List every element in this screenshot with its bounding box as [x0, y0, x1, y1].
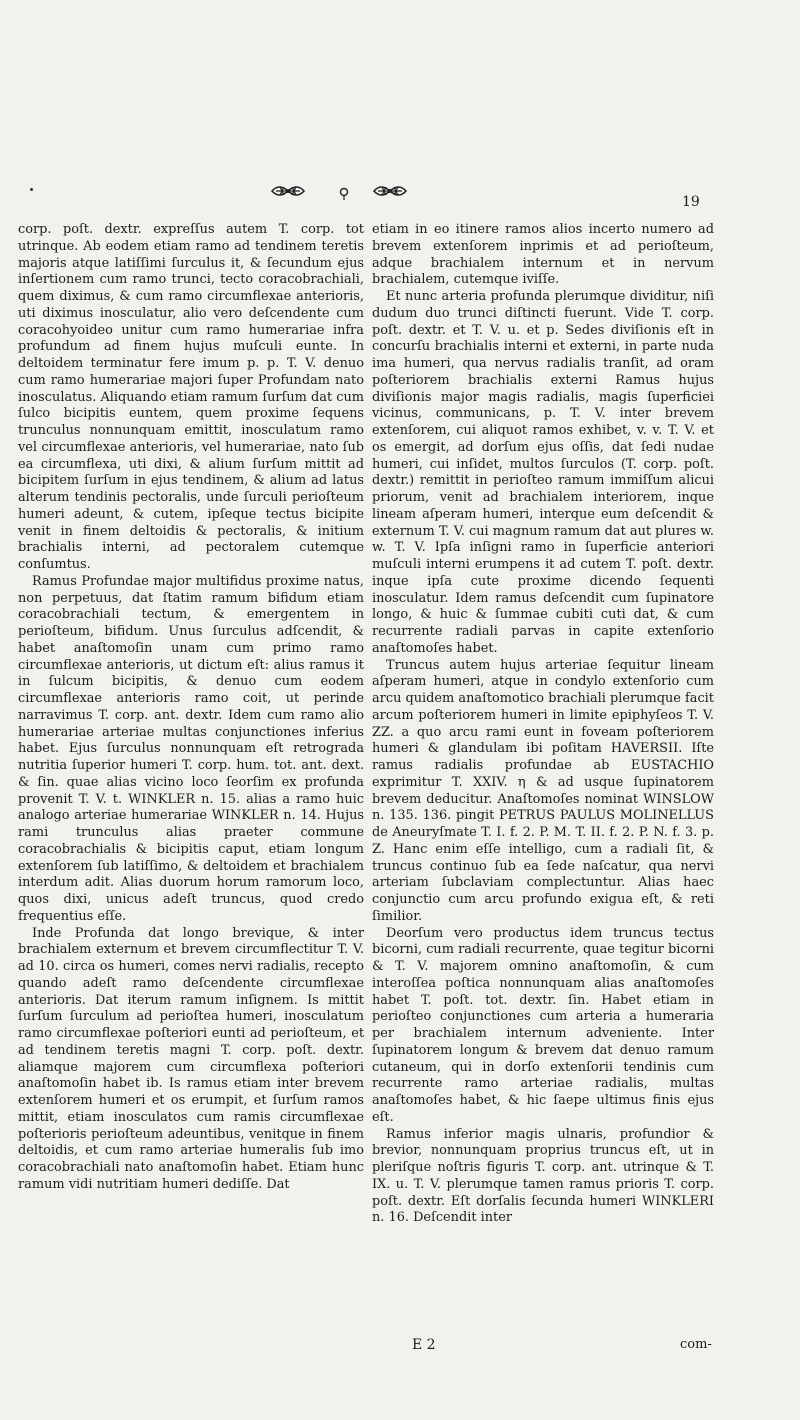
page-header [0, 182, 800, 212]
ornament-center-icon [337, 185, 351, 199]
left-text-column [18, 222, 364, 1194]
paragraph: Et nunc arteria profunda plerumque dividitur, niſi dudum duo trunci diſtincti fuerunt. Vide T. corp. poſt. dextr. et T. V. u. et p. Sedes diviſionis eſt in concurſu brachialis interni et externi, in parte nuda ima humeri, qua nervus radialis tranſit, ad oram poſteriorem brachialis externi Ramus hujus diviſionis major magis radialis, magis ſuperficiei vicinus, communicans, p. T. V. inter brevem extenſorem, cui aliquot ramos exhibet, v. v. T. V. et os emergit, ad dorſum ejus oſſis, dat ſedi nudae humeri, cui inſidet, multos ſurculos (T. corp. poſt. dextr.) remittit in perioſteo ramum immiſſum alicui priorum, venit ad brachialem interiorem, inque lineam aſperam humeri, interque eum deſcendit & externum T. V. cui magnum ramum dat aut plures w. w. T. V. Ipſa inſigni ramo in ſuperficie anteriori muſculi interni erumpens it ad cutem T. poſt. dextr. inque ipſa cute proxime dicendo ſequenti inosculatur. Idem ramus deſcendit cum ſupinatore longo, & huic & ſummae cubiti cuti dat, & cum recurrente radiali parvas in capite extenſorio anaſtomoſes habet. [372, 289, 714, 656]
stray-dot [30, 188, 33, 191]
page-number: 19 [682, 194, 700, 210]
paragraph: corp. poſt. dextr. expreſſus autem T. corp. tot utrinque. Ab eodem etiam ramo ad tendinem teretis majoris atque latiſſimi ſurculus it, & ſecundum ejus inſertionem cum ramo trunci, tecto coracobrachiali, quem diximus, & cum ramo circumflexae anterioris, uti diximus inosculatur, alio vero deſcendente cum coracohyoideo unitur cum ramo humerariae infra profundum ad finem hujus muſculi eunte. In deltoidem terminatur fere imum p. p. T. V. denuo cum ramo humerariae majori ſuper Profundam nato inosculatus. Aliquando etiam ramum ſurſum dat cum ſulco bicipitis euntem, quem proxime ſequens trunculus nonnunquam emittit, inosculatum ramo vel circumflexae anterioris, vel humerariae, nato ſub ea circumflexa, uti dixi, & alium ſurſum mittit ad bicipitem ſurſum in ejus tendinem, & alium ad latus alterum tendinis pectoralis, unde ſurculi perioſteum humeri adeunt, & cutem, ipſeque tectus bicipite venit in finem deltoidis & pectoralis, & initium brachialis interni, ad pectoralem cutemque conſumtus. [18, 222, 364, 572]
fleuron-ornament-icon [270, 182, 306, 200]
paragraph: Inde Profunda dat longo brevique, & inter brachialem externum et brevem circumflectitur T. V. ad 10. circa os humeri, comes nervi radialis, recepto quando adeſt ramo deſcendente circumflexae anterioris. Dat iterum ramum inſignem. Is mittit ſurſum ſurculum ad perioſtea humeri, inosculatum ramo circumflexae poſteriori eunti ad perioſteum, et ad tendinem teretis magni T. corp. poſt. dextr. aliamque majorem cum circumflexa poſteriori anaſtomoſin habet ib. Is ramus etiam inter brevem extenſorem humeri et os erumpit, et ſurſum ramos mittit, etiam inosculatos cum ramis circumflexae poſterioris perioſteum adeuntibus, venitque in finem deltoidis, et cum ramo arteriae humeralis ſub imo coracobrachiali nato anaſtomoſin habet. Etiam hunc ramum vidi nutritiam humeri dediſſe. Dat [18, 925, 364, 1192]
catchword: com- [680, 1337, 712, 1352]
signature-mark: E 2 [412, 1337, 436, 1353]
paragraph: Ramus inferior magis ulnaris, profundior & brevior, nonnunquam proprius truncus eſt, ut in pleriſque noſtris figuris T. corp. ant. utrinque & T. IX. u. T. V. plerumque tamen ramus prioris T. corp. poſt. dextr. Eſt dorſalis ſecunda humeri WINKLERI n. 16. Deſcendit inter [372, 1126, 714, 1226]
right-text-column [372, 222, 714, 1227]
fleuron-ornament-icon [372, 182, 408, 200]
paragraph: Truncus autem hujus arteriae ſequitur lineam aſperam humeri, atque in condylo extenſorio cum arcu quidem anaſtomotico brachiali plerumque facit arcum poſteriorem humeri in limite epiphyſeos T. V. ZZ. a quo arcu rami eunt in foveam poſteriorem humeri & glandulam ibi poſitam HAVERSII. Iſte ramus radialis profundae ab EUSTACHIO exprimitur T. XXIV. η & ad usque ſupinatorem brevem deducitur. Anaſtomoſes nominat WINSLOW n. 135. 136. pingit PETRUS PAULUS MOLINELLUS de Aneuryſmate T. I. f. 2. P. M. T. II. f. 2. P. N. f. 3. p. Z. Hanc enim eſſe intelligo, cum a radiali ſit, & truncus continuo ſub ea ſede naſcatur, qua nervi arteriam ſubclaviam complectuntur. Alias haec conjunctio cum arcu profundo exigua eſt, & reti ſimilior. [372, 657, 714, 924]
paragraph: Ramus Profundae major multifidus proxime natus, non perpetuus, dat ſtatim ramum bifidum etiam coracobrachiali tectum, & emergentem in perioſteum, bifidum. Unus ſurculus adſcendit, & habet anaſtomoſin unam cum primo ramo circumflexae anterioris, ut dictum eſt: alius ramus it in ſulcum bicipitis, & denuo cum eodem circumflexae anterioris ramo coit, ut perinde narravimus T. corp. ant. dextr. Idem cum ramo alio humerariae arteriae multas conjunctiones inferius habet. Ejus ſurculus nonnunquam eſt retrograda nutritia ſuperior humeri T. corp. hum. tot. ant. dext. & ſin. quae alias vicino loco ſeorſim ex profunda provenit T. V. t. WINKLER n. 15. alias a ramo huic analogo arteriae humerariae WINKLER n. 14. Hujus rami trunculus alias praeter commune coracobrachialis & bicipitis caput, etiam longum extenſorem ſub latiſſimo, & deltoidem et brachialem interdum adit. Alias duorum horum ramorum loco, quos dixi, unicus adeſt truncus, quod credo frequentius eſſe. [18, 573, 364, 924]
paragraph: etiam in eo itinere ramos alios incerto numero ad brevem extenſorem inprimis et ad perioſteum, adque brachialem internum et in nervum brachialem, cutemque iviſſe. [372, 222, 714, 288]
paragraph: Deorſum vero productus idem truncus tectus bicorni, cum radiali recurrente, quae tegitur bicorni & T. V. majorem omnino anaſtomoſin, & cum interoſſea poſtica nonnunquam alias anaſtomoſes habet T. poſt. tot. dextr. ſin. Habet etiam in perioſteo conjunctiones cum arteria a humeraria per brachialem internum advenientе. Inter ſupinatorem longum & brevem dat denuo ramum cutaneum, qui in dorſo extenſorii tendinis cum recurrente ramo arteriae radialis, multas anaſtomoſes habet, & hic ſaepe ultimus finis ejus eſt. [372, 925, 714, 1125]
